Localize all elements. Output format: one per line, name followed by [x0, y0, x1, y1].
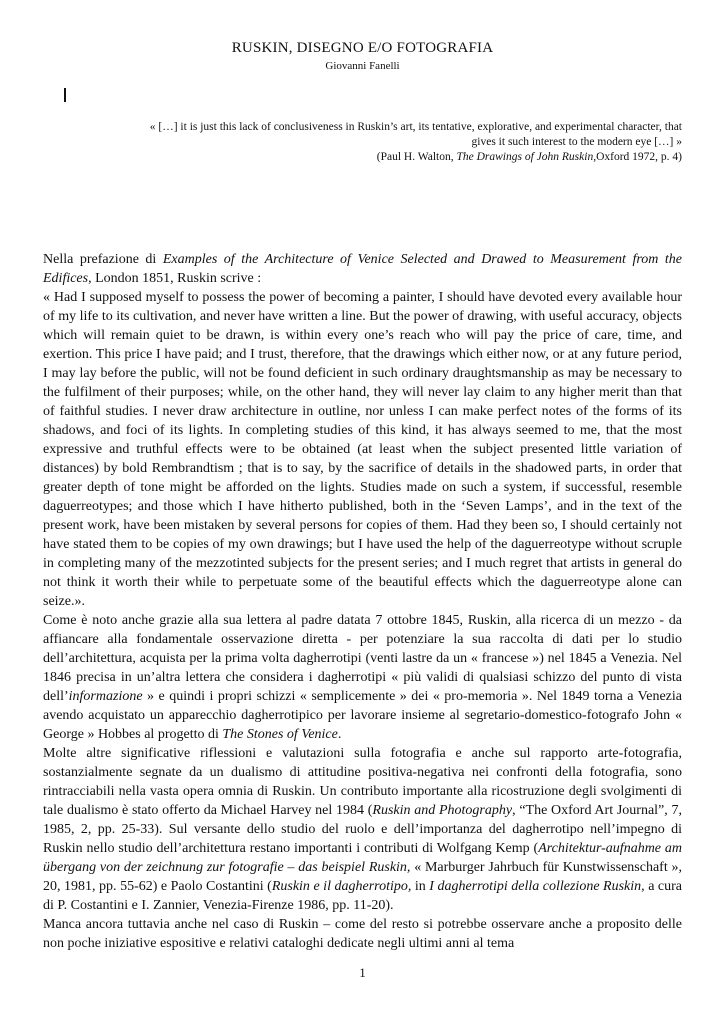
epigraph-quote-line-1: « […] it is just this lack of conclusiveness in Ruskin’s art, its tentative, explorative, and experimental character, that	[149, 121, 682, 133]
paragraph-4-text-e: « Marburger Jahrbuch für Kunstwissenschaft », 20, 1981, pp. 55-62) e Paolo Costantini (	[43, 860, 682, 894]
paragraph-3-italic-informazione: informazione	[68, 689, 143, 704]
citation-author: (Paul H. Walton,	[376, 151, 457, 163]
text-cursor	[64, 88, 66, 102]
document-author: Giovanni Fanelli	[325, 60, 400, 72]
paragraph-4-title-kemp: Architektur-aufnahme am übergang von der zeichnung zur fotografie – das beispiel Ruskin,	[43, 841, 682, 875]
paragraph-3-text-a: Come è noto anche grazie alla sua lettera al padre datata 7 ottobre 1845, Ruskin, alla ricerca di un mezzo - da affiancare alla fondamentale osservazione diretta - per potenziare la sua raccolta di dati per lo studio dell’architettura, acquista per la prima volta dagherrotipi (venti lastre da un « francese ») nel 1845 a Venezia. Nel 1846 precisa in un’altra lettera che considera i dagherrotipi « più validi di qualsiasi schizzo del punto di vista dell’	[43, 613, 682, 704]
paragraph-5: Manca ancora tuttavia anche nel caso di Ruskin – come del resto si potrebbe osservare anche a proposito delle non poche iniziative espositive e relativi cataloghi dedicate negli ultimi anni al tema	[43, 917, 682, 951]
paragraph-3-text-c: » e quindi i propri schizzi « semplicemente » dei « pro-memoria ». Nel 1849 torna a Venezia avendo acquistato un apparecchio dagherrotipico per lavorare insieme al segretario-domestico-fotografo John « George » Hobbes al progetto di	[43, 689, 682, 742]
paragraph-4-text-c: , “The Oxford Art Journal”, 7, 1985, 2, pp. 25-33). Sul versante dello studio del ruolo e dell’importanza del dagherrotipo nell’impegno di Ruskin nello studio dell’architettura restano importanti i contributi di Wolfgang Kemp (	[43, 803, 682, 856]
page-number: 1	[359, 965, 366, 980]
paragraph-1-text-a: Nella prefazione di	[43, 252, 163, 267]
citation-book-title: The Drawings of John Ruskin,	[456, 151, 597, 163]
paragraph-4-text-a: Molte altre significative riflessioni e valutazioni sulla fotografia e anche sul rapporto arte-fotografia, sostanzialmente segnate da un dualismo di attitudine positiva-negativa nei confronti della fotografia, sono rintracciabili nella vasta opera omnia di Ruskin. Un contributo importante alla ricostruzione degli svolgimenti di tale dualismo è stato offerto da Michael Harvey nel 1984 (	[43, 746, 682, 818]
paragraph-1	[43, 250, 682, 288]
citation-publication: Oxford 1972, p. 4)	[596, 151, 682, 163]
paragraph-4-title-harvey: Ruskin and Photography	[372, 803, 513, 818]
body-text	[43, 250, 682, 953]
paragraph-4-title-collezione: I dagherrotipi della collezione Ruskin,	[429, 879, 645, 894]
epigraph-quote-line-2: gives it such interest to the modern eye […] »	[471, 136, 682, 148]
paragraph-3-book-title: The Stones of Venice	[222, 727, 338, 742]
paragraph-1-book-title: Examples of the Architecture of Venice Selected and Drawed to Measurement from the Edifices	[43, 252, 683, 286]
paragraph-4-text-i: a cura di P. Costantini e I. Zannier, Venezia-Firenze 1986, pp. 11-20).	[43, 879, 683, 913]
paragraph-2-quote: « Had I supposed myself to possess the power of becoming a painter, I should have devoted every available hour of my life to its cultivation, and never have written a line. But the power of drawing, with useful accuracy, objects which will remain quiet to be drawn, is within every one’s reach who will pay the price of care, time, and exertion. This price I have paid; and I trust, therefore, that the drawings which either now, or at any future period, I may lay before the public, will not be found deficient in such ordinary draughtsmanship as may be necessary to the fulfilment of their purposes; while, on the other hand, they will never lay claim to any higher merit than that of faithful studies. I never draw architecture in outline, nor unless I can make perfect notes of the forms of its shadows, and foci of its lights. In completing studies of this kind, it has always seemed to me, that the most expressive and truthful effects were to be obtained (at least when the subject presented little variation of distances) by bold Rembrandtism ; that is to say, by the sacrifice of details in the shadowed parts, in order that greater depth of tone might be afforded on the lights. Studies made on such a system, if successful, resemble daguerreotypes; and those which I have hitherto published, both in the ‘Seven Lamps’, and in the text of the present work, have been mistaken by several persons for copies of them. Had they been so, I should certainly not have stated them to be copies of my own drawings; but I have used the help of the daguerreotype without scruple in completing many of the mezzotinted subjects for the present series; and I much regret that artists in general do not think it worth their while to perpetuate some of the beautiful effects which the daguerreotype alone can seize.».	[43, 290, 682, 609]
epigraph-citation	[42, 150, 682, 165]
paragraph-4-title-costantini: Ruskin e il dagherrotipo,	[271, 879, 412, 894]
epigraph	[42, 120, 682, 165]
document-title: RUSKIN, DISEGNO E/O FOTOGRAFIA	[231, 40, 494, 56]
paragraph-4	[43, 744, 682, 915]
paragraph-4-text-g: in	[411, 879, 430, 894]
paragraph-1-text-c: , London 1851, Ruskin scrive :	[88, 271, 262, 286]
paragraph-3-text-e: .	[337, 727, 342, 742]
paragraph-3	[43, 611, 682, 744]
